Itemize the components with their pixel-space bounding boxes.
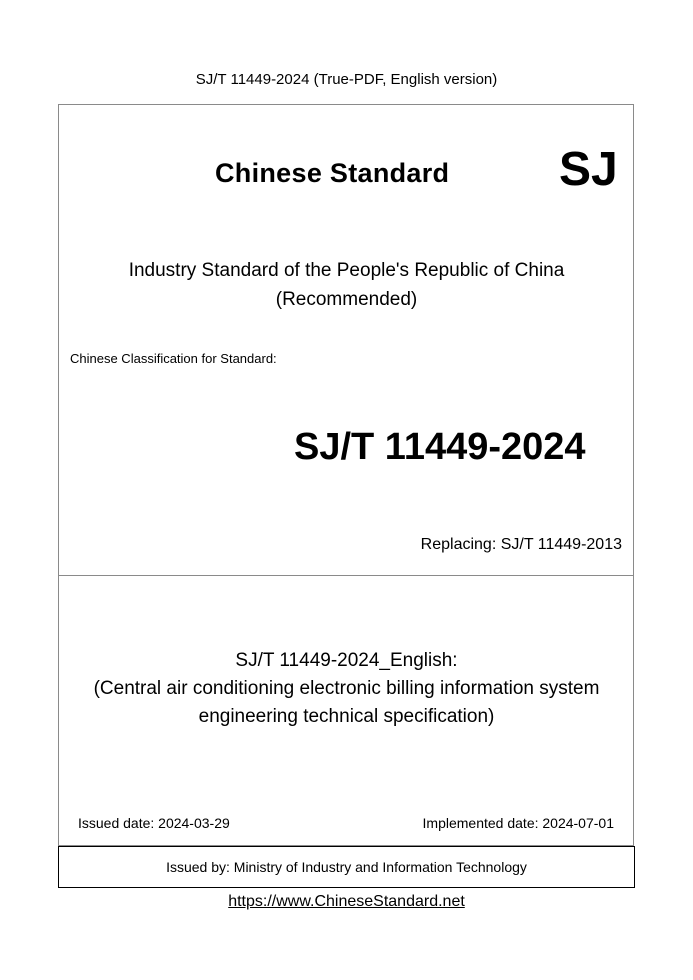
cover-frame bbox=[58, 104, 634, 846]
english-title-line-3: engineering technical specification) bbox=[198, 706, 495, 727]
industry-standard-line: Industry Standard of the People's Republic of China bbox=[128, 260, 565, 281]
implemented-date: Implemented date: 2024-07-01 bbox=[422, 815, 614, 831]
english-title-line-1: SJ/T 11449-2024_English: bbox=[235, 650, 458, 671]
replacing-note: Replacing: SJ/T 11449-2013 bbox=[420, 536, 622, 553]
issued-date: Issued date: 2024-03-29 bbox=[78, 815, 230, 831]
section-divider bbox=[59, 575, 633, 576]
standard-mark: SJ bbox=[559, 143, 618, 196]
english-title-line-2: (Central air conditioning electronic billing information system bbox=[93, 678, 600, 699]
issuer-box bbox=[58, 846, 635, 888]
recommended-line: (Recommended) bbox=[275, 289, 418, 310]
website-link[interactable]: https://www.ChineseStandard.net bbox=[228, 893, 465, 910]
document-header: SJ/T 11449-2024 (True-PDF, English version) bbox=[195, 71, 498, 88]
standard-number: SJ/T 11449-2024 bbox=[294, 426, 586, 468]
issued-by-text: Issued by: Ministry of Industry and Information Technology bbox=[166, 859, 527, 875]
cover-title: Chinese Standard bbox=[215, 158, 450, 188]
classification-label: Chinese Classification for Standard: bbox=[70, 351, 277, 366]
